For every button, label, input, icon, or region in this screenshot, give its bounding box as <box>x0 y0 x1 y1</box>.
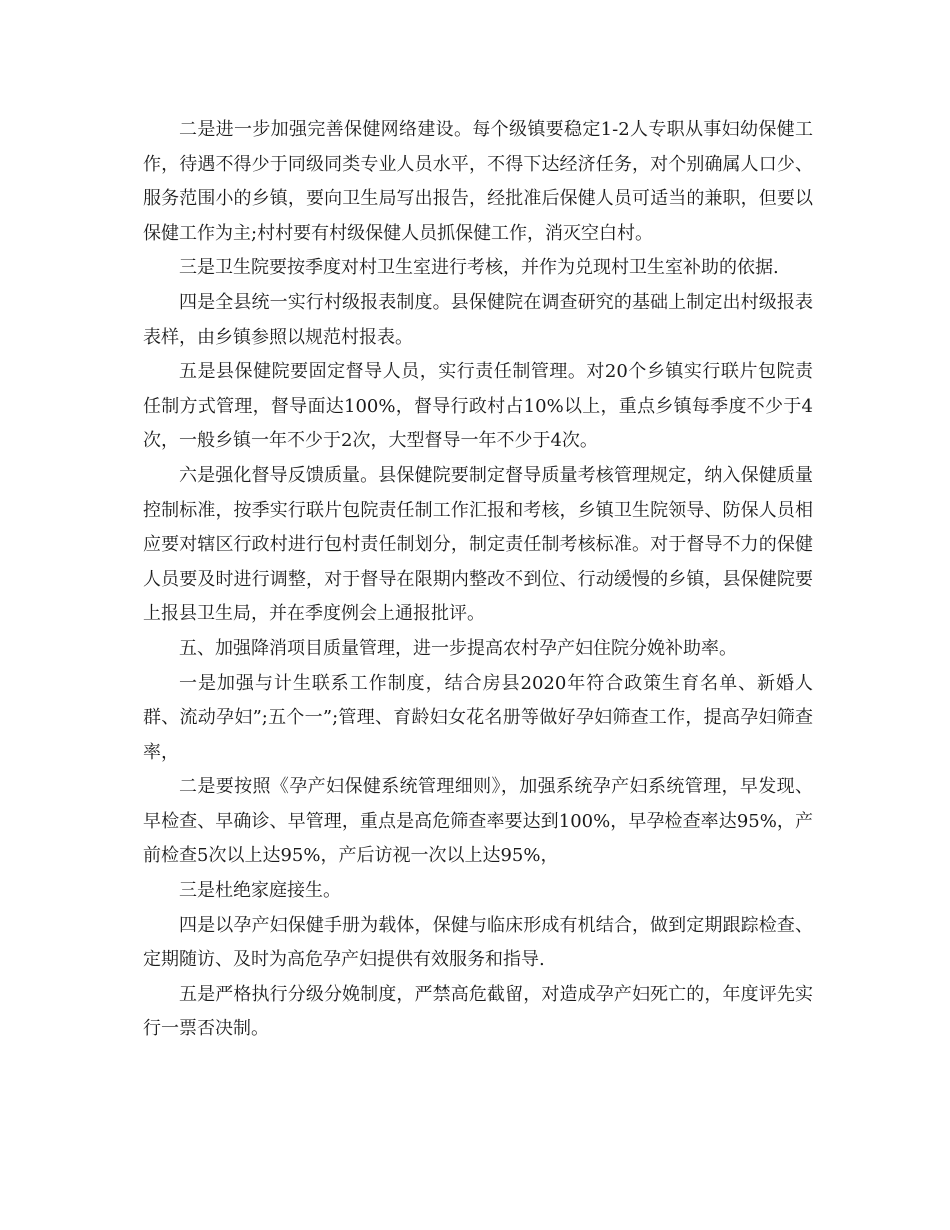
paragraph-home-delivery: 三是杜绝家庭接生。 <box>179 880 341 902</box>
paragraph-health-handbook: 四是以孕产妇保健手册为载体，保健与临床形成有机结合，做到定期跟踪检查、定期随访、及时为高危孕产妇提供有效服务和指导. <box>143 914 813 971</box>
paragraph-network-construction: 二是进一步加强完善保健网络建设。每个级镇要稳定1-2人专职从事妇幼保健工作，待遇不得少于同级同类专业人员水平，不得下达经济任务，对个别确属人口少、服务范围小的乡镇，要向卫生局写出报告，经批准后保健人员可适当的兼职，但要以保健工作为主;村村要有村级保健人员抓保健工作，消灭空白村。 <box>143 119 813 244</box>
section-heading-quality-management: 五、加强降消项目质量管理，进一步提高农村孕产妇住院分娩补助率。 <box>179 637 737 659</box>
paragraph-family-planning-liaison: 一是加强与计生联系工作制度，结合房县2020年符合政策生育名单、新婚人群、流动孕妇”;五个一”;管理、育龄妇女花名册等做好孕妇筛查工作，提高孕妇筛查率， <box>143 672 813 763</box>
paragraph-graded-delivery: 五是严格执行分级分娩制度，严禁高危截留，对造成孕产妇死亡的，年度评先实行一票否决制。 <box>143 983 813 1040</box>
paragraph-supervision-staff: 五是县保健院要固定督导人员，实行责任制管理。对20个乡镇实行联片包院责任制方式管理，督导面达100%，督导行政村占10%以上，重点乡镇每季度不少于4次，一般乡镇一年不少于2次，大型督导一年不少于4次。 <box>143 361 813 452</box>
paragraph-maternal-management: 二是要按照《孕产妇保健系统管理细则》，加强系统孕产妇系统管理，早发现、早检查、早确诊、早管理，重点是高危筛查率要达到100%，早孕检查率达95%，产前检查5次以上达95%，产后访视一次以上达95%， <box>143 776 813 867</box>
paragraph-quarterly-assessment: 三是卫生院要按季度对村卫生室进行考核，并作为兑现村卫生室补助的依据. <box>179 257 779 279</box>
document-body <box>143 113 813 1047</box>
paragraph-supervision-feedback: 六是强化督导反馈质量。县保健院要制定督导质量考核管理规定，纳入保健质量控制标准，按季实行联片包院责任制工作汇报和考核，乡镇卫生院领导、防保人员相应要对辖区行政村进行包村责任制划分，制定责任制考核标准。对于督导不力的保健人员要及时进行调整，对于督导在限期内整改不到位、行动缓慢的乡镇，县保健院要上报县卫生局，并在季度例会上通报批评。 <box>143 464 813 625</box>
paragraph-report-system: 四是全县统一实行村级报表制度。县保健院在调查研究的基础上制定出村级报表表样，由乡镇参照以规范村报表。 <box>143 291 813 348</box>
